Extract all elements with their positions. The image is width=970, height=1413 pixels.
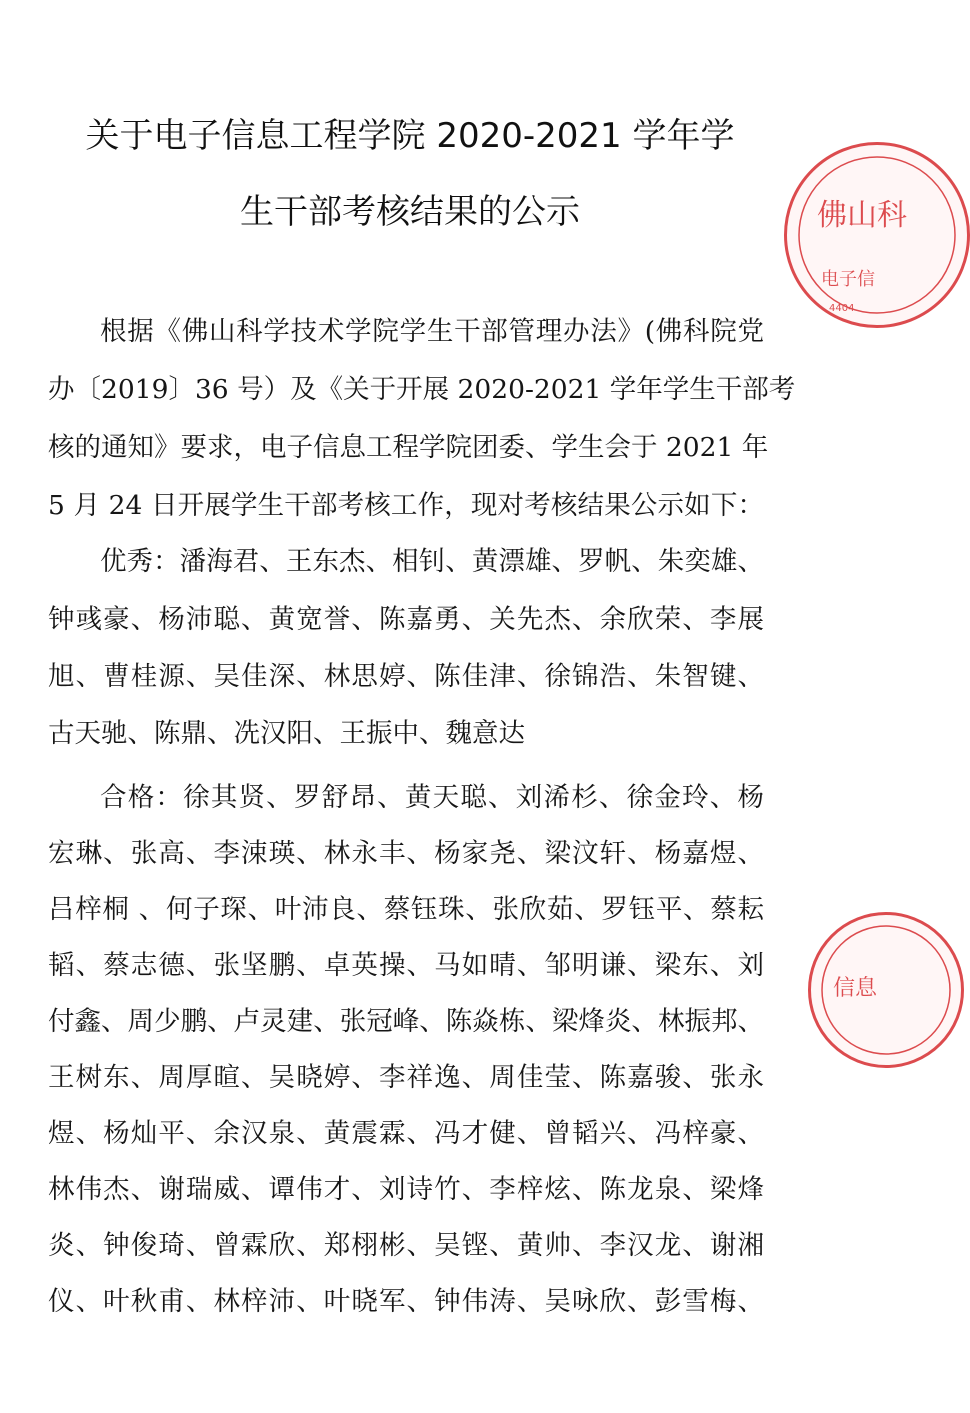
- seal-top-sub: 电子信: [821, 269, 875, 290]
- qualified-line-9: 炎、钟俊琦、曾霖欣、郑栩彬、吴铿、黄帅、李汉龙、谢湘: [48, 1230, 764, 1261]
- title-line-2: 生干部考核结果的公示: [240, 192, 580, 232]
- qualified-line-7: 煜、杨灿平、余汉泉、黄震霖、冯才健、曾韬兴、冯梓豪、: [48, 1118, 764, 1149]
- official-seal-top: [784, 142, 970, 328]
- excellent-line-2: 钟彧豪、杨沛聪、黄宽誉、陈嘉勇、关先杰、余欣荣、李展: [48, 604, 764, 635]
- qualified-line-3: 吕梓桐 、何子琛、叶沛良、蔡钰珠、张欣茹、罗钰平、蔡耘: [48, 894, 764, 925]
- intro-line-2: 办〔2019〕36 号）及《关于开展 2020-2021 学年学生干部考: [48, 374, 796, 405]
- intro-line-3: 核的通知》要求，电子信息工程学院团委、学生会于 2021 年: [48, 432, 769, 463]
- qualified-line-1: 合格：徐其贤、罗舒昂、黄天聪、刘浠杉、徐金玲、杨: [100, 782, 764, 813]
- qualified-line-5: 付鑫、周少鹏、卢灵建、张冠峰、陈焱栋、梁烽炎、林振邦、: [48, 1006, 764, 1037]
- seal-top-code: 4404: [829, 303, 855, 314]
- excellent-line-3: 旭、曹桂源、吴佳深、林思婷、陈佳津、徐锦浩、朱智键、: [48, 661, 764, 692]
- qualified-line-2: 宏琳、张高、李涑瑛、林永丰、杨家尧、梁汶轩、杨嘉煜、: [48, 838, 764, 869]
- qualified-line-10: 仪、叶秋甫、林梓沛、叶晓军、钟伟涛、吴咏欣、彭雪梅、: [48, 1286, 764, 1317]
- official-seal-bottom: [808, 912, 964, 1068]
- qualified-line-6: 王树东、周厚暄、吴晓婷、李祥逸、周佳莹、陈嘉骏、张永: [48, 1062, 764, 1093]
- seal-top-text: 佛山科: [817, 198, 907, 233]
- excellent-line-1: 优秀：潘海君、王东杰、相钊、黄漂雄、罗帆、朱奕雄、: [100, 546, 764, 577]
- intro-line-1: 根据《佛山科学技术学院学生干部管理办法》(佛科院党: [100, 316, 764, 347]
- intro-line-4: 5 月 24 日开展学生干部考核工作，现对考核结果公示如下：: [48, 490, 764, 521]
- title-line-1: 关于电子信息工程学院 2020-2021 学年学: [85, 116, 735, 156]
- qualified-line-4: 韬、蔡志德、张坚鹏、卓英操、马如晴、邹明谦、梁东、刘: [48, 950, 764, 981]
- seal-bottom-text: 信息: [833, 976, 878, 1001]
- excellent-line-4: 古天驰、陈鼎、冼汉阳、王振中、魏意达: [48, 718, 525, 749]
- qualified-line-8: 林伟杰、谢瑞威、谭伟才、刘诗竹、李梓炫、陈龙泉、梁烽: [48, 1174, 764, 1205]
